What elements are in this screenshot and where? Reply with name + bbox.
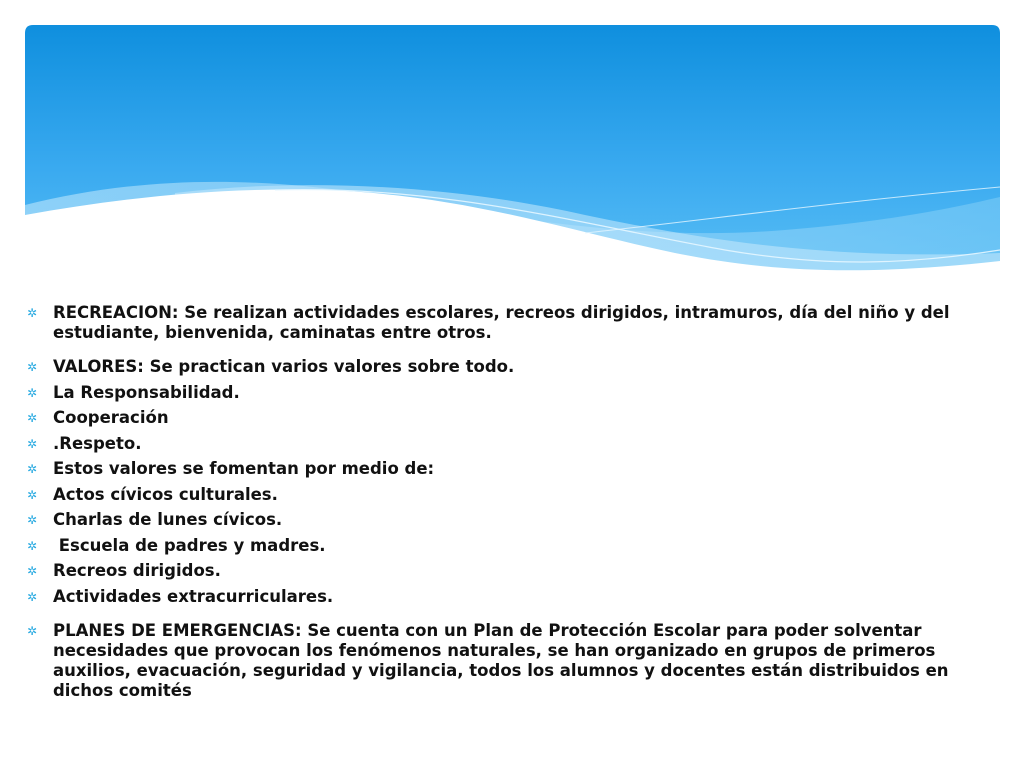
bullet-asterisk-icon: ✲ bbox=[27, 462, 38, 476]
bullet-list bbox=[27, 303, 987, 706]
list-item bbox=[27, 434, 987, 454]
list-item bbox=[27, 485, 987, 505]
list-item bbox=[27, 561, 987, 581]
header-wave-banner bbox=[25, 25, 1000, 287]
bullet-asterisk-icon: ✲ bbox=[27, 411, 38, 425]
list-item-valores bbox=[27, 357, 987, 377]
list-item bbox=[27, 510, 987, 530]
bullet-asterisk-icon: ✲ bbox=[27, 487, 38, 502]
list-item bbox=[27, 459, 987, 479]
bullet-asterisk-icon: ✲ bbox=[27, 623, 38, 638]
list-item-planes-emergencias bbox=[27, 621, 987, 701]
list-item-text: Estos valores se fomentan por medio de: bbox=[53, 459, 435, 478]
list-item-text: Charlas de lunes cívicos. bbox=[53, 510, 283, 529]
list-item-text: La Responsabilidad. bbox=[53, 382, 240, 402]
bullet-asterisk-icon: ✲ bbox=[27, 436, 38, 451]
list-item-text: Actos cívicos culturales. bbox=[53, 484, 278, 504]
bullet-asterisk-icon: ✲ bbox=[27, 385, 38, 400]
list-item-text: RECREACION: Se realizan actividades escolares, recreos dirigidos, intramuros, día del niño y del estudiante, bienvenida, caminatas entre otros. bbox=[53, 303, 956, 342]
list-item bbox=[27, 408, 987, 428]
bullet-asterisk-icon: ✲ bbox=[27, 564, 38, 578]
bullet-asterisk-icon: ✲ bbox=[27, 513, 38, 527]
list-item-text: VALORES: Se practican varios valores sobre todo. bbox=[53, 357, 515, 376]
list-item bbox=[27, 536, 987, 556]
list-item-text: Actividades extracurriculares. bbox=[53, 586, 334, 606]
list-item-text: PLANES DE EMERGENCIAS: Se cuenta con un Plan de Protección Escolar para poder solventar necesidades que provocan los fenómenos naturales, se han organizado en grupos de primeros auxilios, evacuación, seguridad y vigilancia, todos los alumnos y docentes están distribuidos en dichos comités bbox=[53, 620, 955, 700]
bullet-asterisk-icon: ✲ bbox=[27, 538, 38, 553]
bullet-asterisk-icon: ✲ bbox=[27, 306, 38, 320]
list-item bbox=[27, 383, 987, 403]
list-item-text: .Respeto. bbox=[53, 433, 142, 453]
list-item bbox=[27, 587, 987, 607]
list-item-recreacion bbox=[27, 303, 987, 343]
bullet-asterisk-icon: ✲ bbox=[27, 360, 38, 374]
list-item-text: Cooperación bbox=[53, 408, 169, 427]
bullet-asterisk-icon: ✲ bbox=[27, 589, 38, 604]
list-item-text: Recreos dirigidos. bbox=[53, 561, 221, 580]
list-item-text: Escuela de padres y madres. bbox=[53, 535, 326, 555]
